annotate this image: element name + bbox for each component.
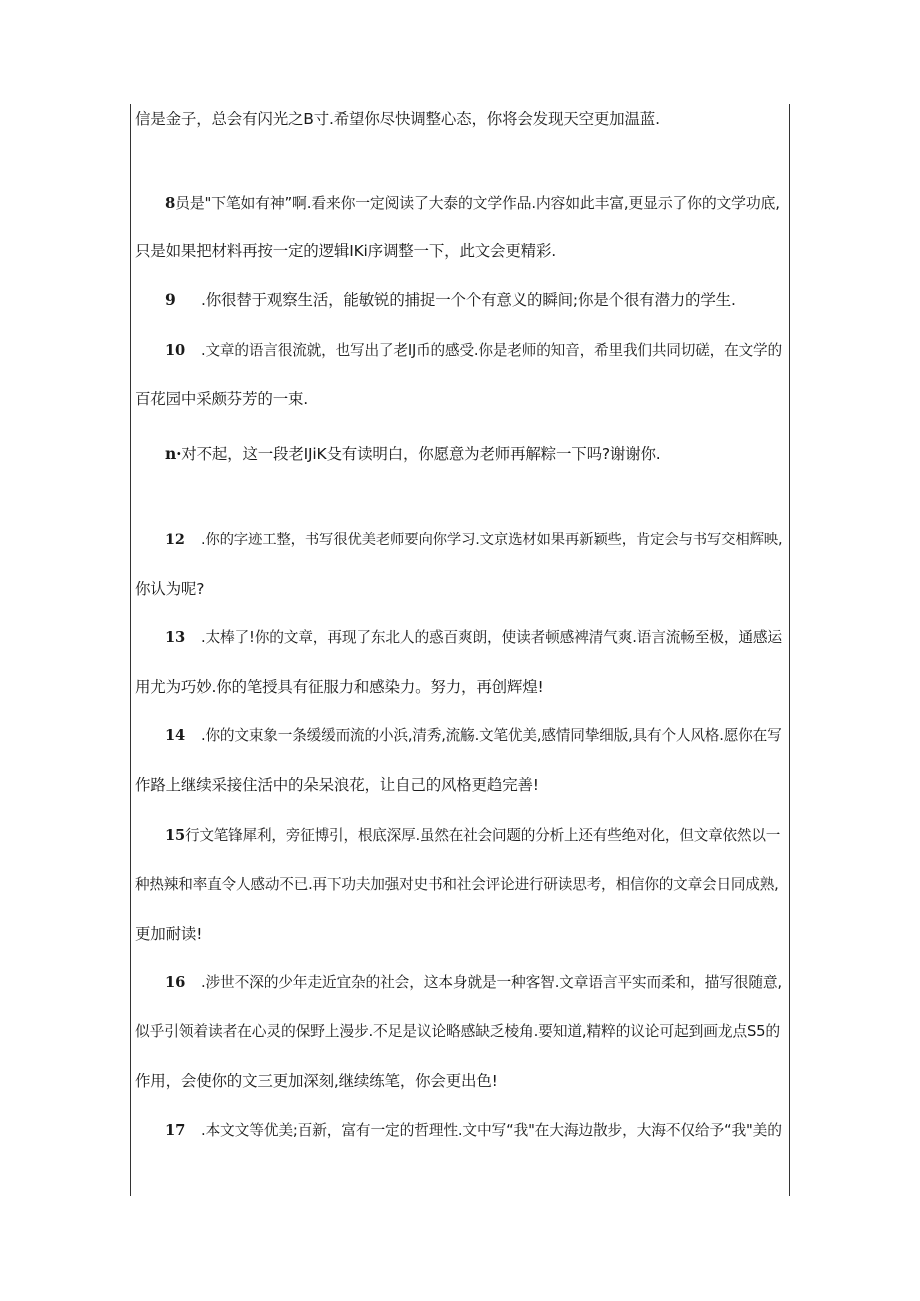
paragraph-line [165, 443, 787, 465]
paragraph-line [165, 825, 787, 847]
item-number: 16 [165, 974, 186, 991]
line-text: 行文笔锋犀利，旁征博引，根底深厚.虽然在社会问题的分析上还有些绝对化，但文章依然以一 [184, 827, 781, 844]
item-number: 12 [165, 531, 185, 548]
paragraph-line [135, 1021, 787, 1043]
paragraph-line [165, 725, 787, 747]
item-number: 15 [165, 827, 185, 844]
line-text: 只是如果把材料再按一定的逻辑IKi序调整一下，此文会更精彩. [135, 242, 556, 260]
line-text: .涉世不深的少年走近宜杂的社会，这本身就是一种客智.文章语言平实而柔和，描写很随意, [201, 974, 782, 991]
line-text: 用尤为巧妙.你的笔授具有征服力和感染力。努力，再创辉煌! [135, 678, 544, 696]
line-text: .太棒了!你的文章，再现了东北人的惑百爽朗，使读者顿感裨清气爽.语言流畅至极，通感运 [201, 629, 782, 646]
paragraph-line [165, 1120, 787, 1142]
paragraph-line [135, 240, 787, 262]
paragraph-line [135, 1070, 787, 1092]
line-text: 种热辣和率直令人感动不已.再下功夫加强对史书和社会评论进行研读思考，相信你的文章会日同成熟, [135, 876, 779, 893]
item-number: 17 [165, 1122, 186, 1139]
line-text: .你很替于观察生活，能敏锐的捕捉一个个有意义的瞬间;你是个很有潜力的学生. [201, 291, 736, 309]
line-text: .你的字迹工整，书写很优美老师要向你学习.文京选材如果再新颖些，肯定会与书写交相辉映, [201, 532, 783, 548]
item-number: 14 [165, 727, 185, 744]
line-text: 你认为呢? [135, 580, 205, 598]
paragraph-line [135, 676, 787, 698]
line-text: .本文文等优美;百新，富有一定的哲理性.文中写“我"在大海边散步，大海不仅给予“我"美的 [201, 1122, 782, 1139]
line-text: 更加耐读! [135, 925, 203, 943]
paragraph-line [165, 289, 787, 311]
item-number: 13 [165, 629, 186, 646]
item-number: 10 [165, 342, 185, 359]
paragraph-line [135, 774, 787, 796]
paragraph-line [135, 108, 787, 130]
paragraph-line [135, 923, 787, 945]
paragraph-line [165, 627, 787, 649]
item-number: n· [165, 444, 182, 463]
paragraph-line [135, 388, 787, 410]
paragraph-line [165, 529, 787, 551]
line-text: 员是"下笔如有神”啊.看来你一定阅读了大泰的文学作品.内容如此丰富,更显示了你的文学功底, [175, 194, 780, 212]
line-text: 作用，会使你的文三更加深刻,继续练笔，你会更出色! [135, 1072, 498, 1090]
line-text: 百花园中采颇芬芳的一束. [135, 390, 309, 408]
line-text: .你的文束象一条缓缓而流的小浜,清秀,流觞.文笔优美,感情同挚细版,具有个人风格.愿你在写 [201, 727, 782, 744]
item-number: 8 [165, 194, 176, 212]
paragraph-line [165, 972, 787, 994]
line-text: .文章的语言很流就，也写出了老IJ币的感受.你是老师的知音，希里我们共同切磋，在文学的 [201, 342, 782, 359]
paragraph-line [135, 874, 787, 896]
line-text: 似乎引领着读者在心灵的保野上漫步.不足是议论略感缺乏棱角.要知道,精粹的议论可起到画龙点S5的 [135, 1023, 780, 1040]
paragraph-line [135, 578, 787, 600]
paragraph-line [165, 192, 787, 214]
line-text: 信是金子，总会有闪光之B寸.希望你尽快调整心态，你将会发现天空更加温蓝. [135, 110, 660, 128]
paragraph-line [165, 340, 787, 362]
line-text: 对不起，这一段老IJiK殳有读明白，你愿意为老师再解粽一下吗?谢谢你. [181, 445, 661, 463]
line-text: 作路上继续采接住活中的朵呆浪花，让自己的风格更趋完善! [135, 776, 539, 794]
item-number: 9 [165, 290, 176, 309]
